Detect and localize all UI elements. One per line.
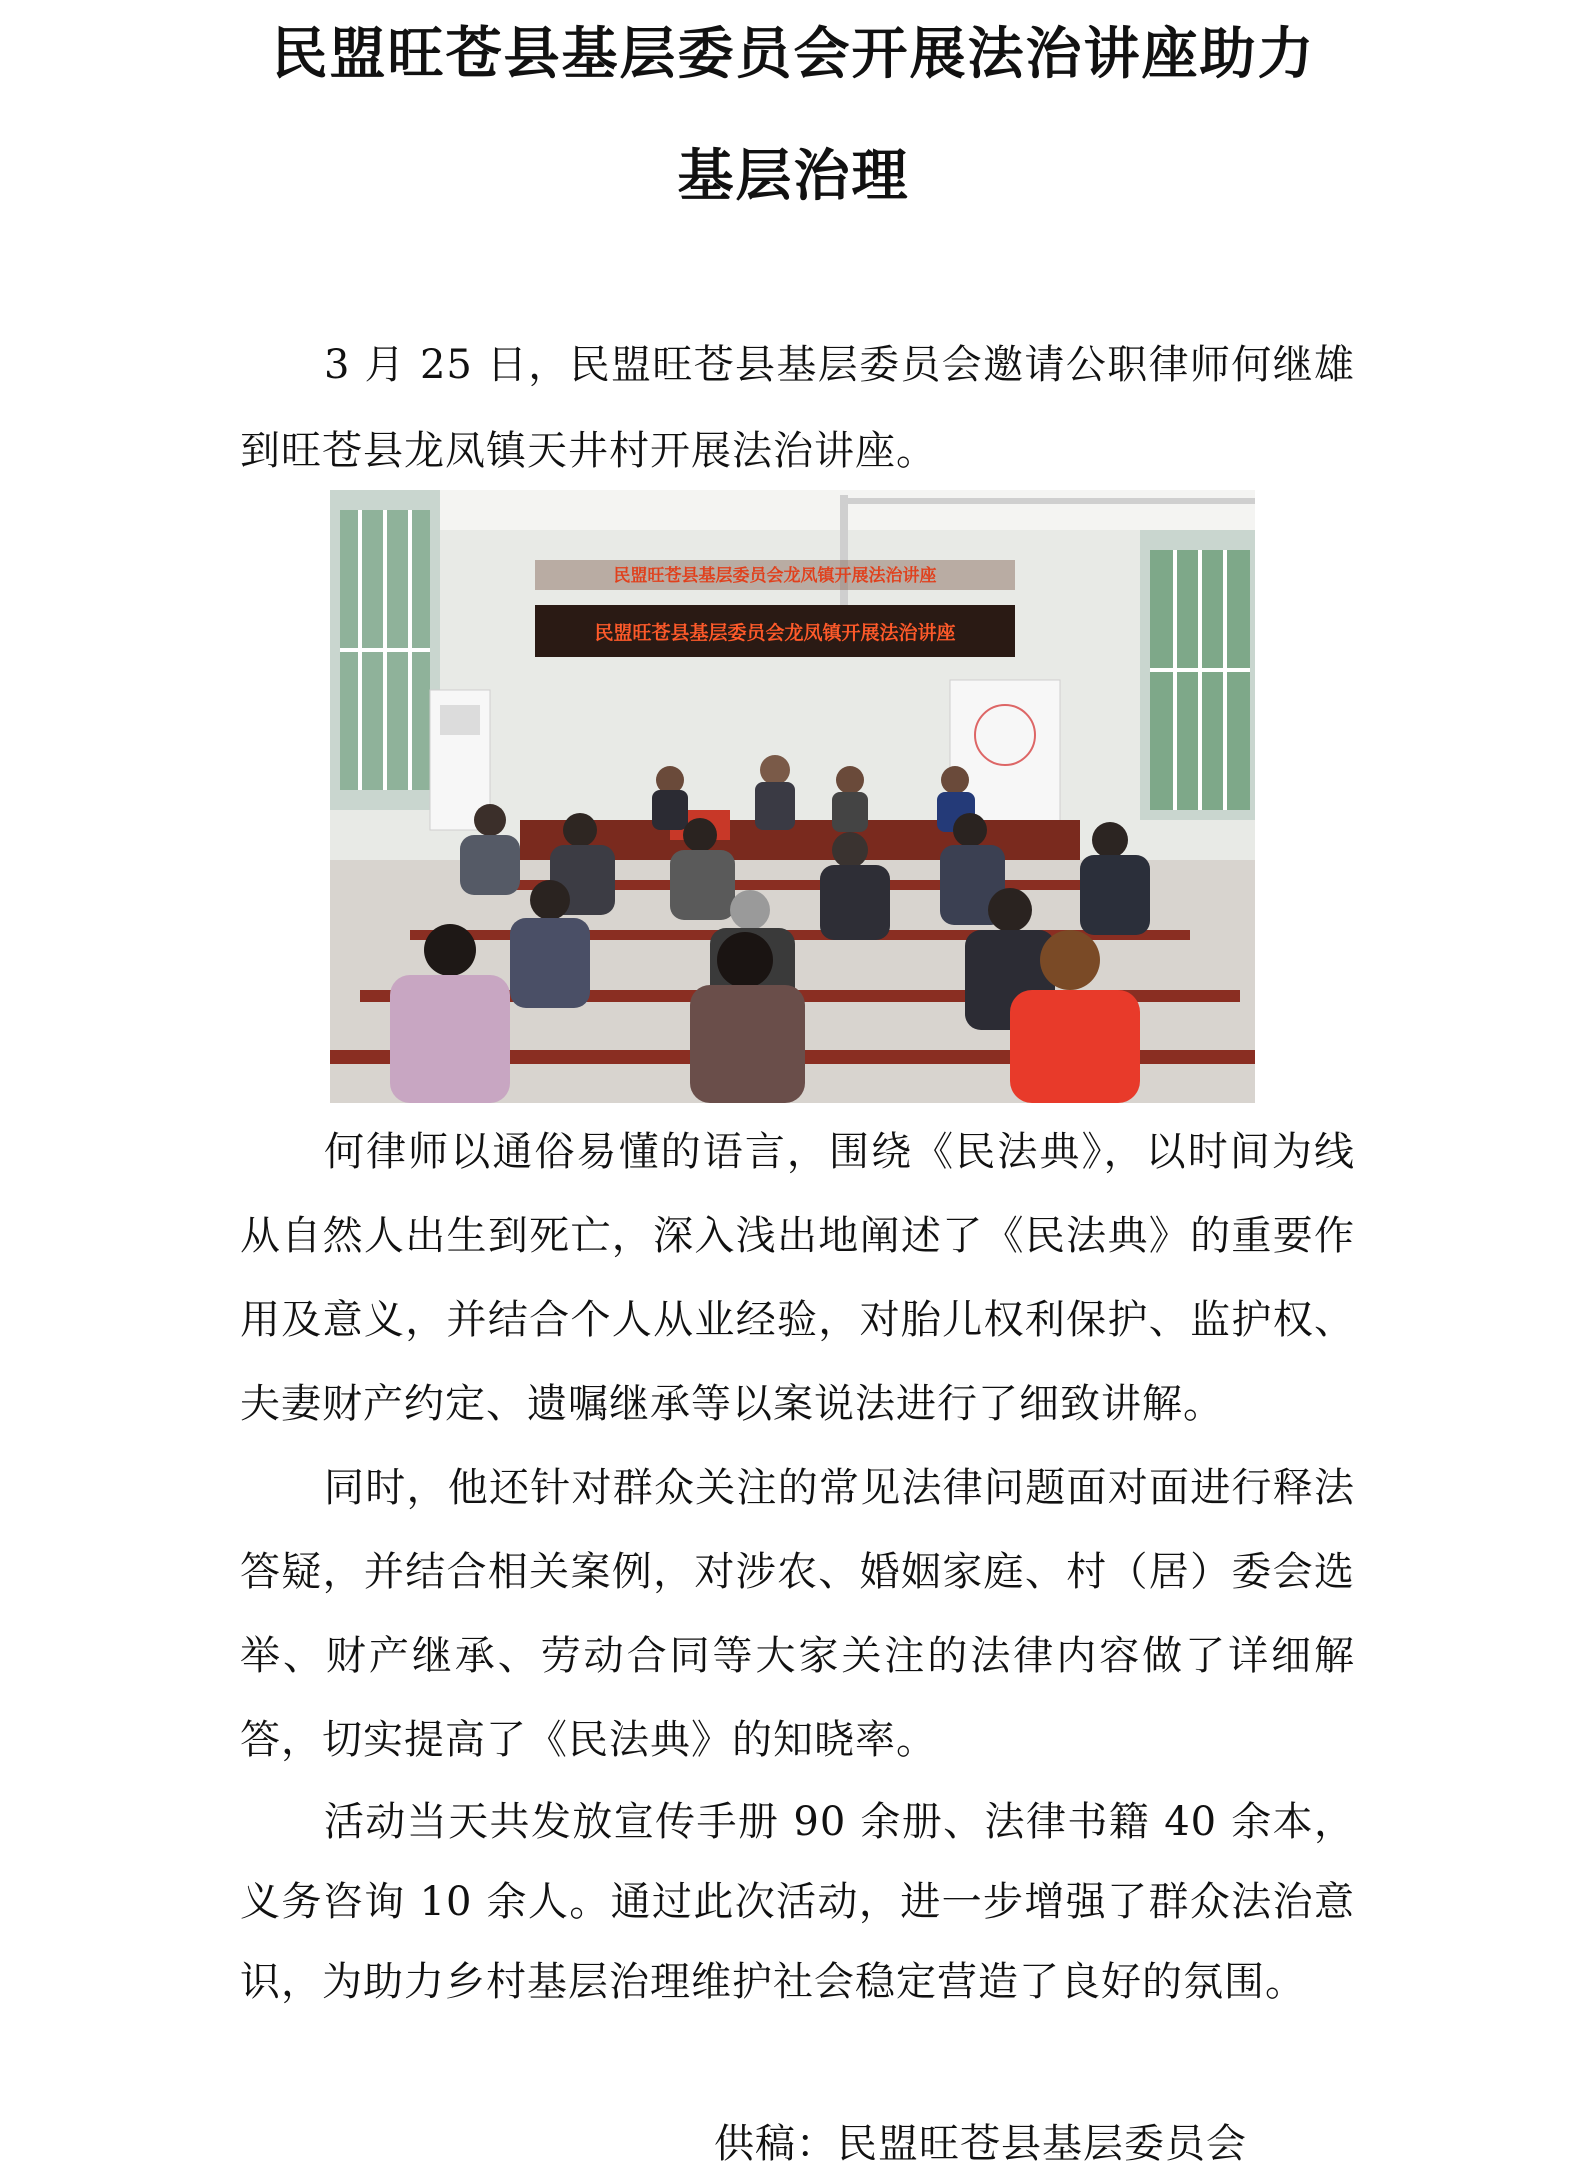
event-photo xyxy=(330,490,1255,1103)
document-title-line2: 基层治理 xyxy=(677,144,910,209)
credit-value: 民盟旺苍县基层委员会 xyxy=(837,2121,1247,2167)
document-title-line1: 民盟旺苍县基层委员会开展法治讲座助力 xyxy=(271,22,1316,87)
top-banner-text: 民盟旺苍县基层委员会龙凤镇开展法治讲座 xyxy=(613,566,937,586)
paragraph-1: 3 月 25 日，民盟旺苍县基层委员会邀请公职律师何继雄到旺苍县龙凤镇天井村开展法治讲座。 xyxy=(240,342,1355,474)
paragraph-2: 何律师以通俗易懂的语言，围绕《民法典》，以时间为线从自然人出生到死亡，深入浅出地阐述了《民法典》的重要作用及意义，并结合个人从业经验，对胎儿权利保护、监护权、夫妻财产约定、遗嘱继承等以案说法进行了细致讲解。 xyxy=(240,1129,1355,1427)
credit-label: 供稿： xyxy=(714,2121,837,2167)
banner-text: 民盟旺苍县基层委员会龙凤镇开展法治讲座 xyxy=(594,622,956,644)
paragraph-3: 同时，他还针对群众关注的常见法律问题面对面进行释法答疑，并结合相关案例，对涉农、婚姻家庭、村（居）委会选举、财产继承、劳动合同等大家关注的法律内容做了详细解答，切实提高了《民法典》的知晓率。 xyxy=(240,1465,1355,1763)
credit-line xyxy=(714,2112,1247,2169)
paragraph-4: 活动当天共发放宣传手册 90 余册、法律书籍 40 余本，义务咨询 10 余人。通过此次活动，进一步增强了群众法治意识，为助力乡村基层治理维护社会稳定营造了良好的氛围。 xyxy=(240,1799,1355,2005)
